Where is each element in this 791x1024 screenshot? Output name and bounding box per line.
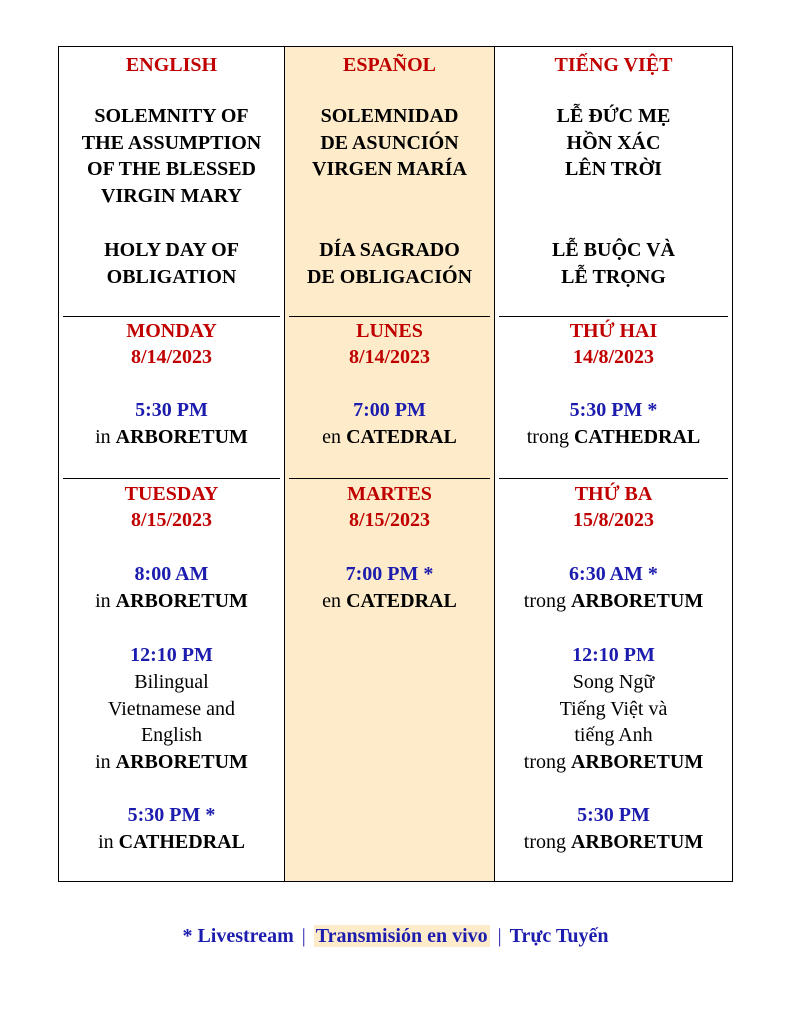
vietnamese-day1: THỨ HAI <box>569 320 658 342</box>
vietnamese-d2-location2 <box>495 749 732 776</box>
prep: in <box>95 751 111 773</box>
place: ARBORETUM <box>570 751 704 773</box>
english-d1-time: 5:30 PM <box>135 399 208 421</box>
livestream-label-en: * Livestream <box>182 925 294 947</box>
english-date1: 8/14/2023 <box>130 346 213 368</box>
prep: in <box>95 590 111 612</box>
place: CATEDRAL <box>346 426 457 448</box>
spanish-day1: LUNES <box>356 320 423 342</box>
place: CATEDRAL <box>346 590 457 612</box>
english-d2-time3: 5:30 PM * <box>127 804 216 826</box>
english-d2-location1 <box>59 588 284 615</box>
english-feast-title: SOLEMNITY OF THE ASSUMPTION OF THE BLESSED VIRGIN MARY <box>81 105 262 207</box>
spanish-d1-location <box>285 424 494 451</box>
english-obligation: HOLY DAY OF OBLIGATION <box>104 239 239 288</box>
place: CATHEDRAL <box>118 831 245 853</box>
spanish-d1-time: 7:00 PM <box>353 399 426 421</box>
livestream-label-es: Transmisión en vivo <box>315 925 488 947</box>
vietnamese-d2-note2: Song Ngữ Tiếng Việt và tiếng Anh <box>559 671 668 746</box>
prep: trong <box>523 831 566 853</box>
vietnamese-d2-time3: 5:30 PM <box>577 804 650 826</box>
vietnamese-date2: 15/8/2023 <box>572 509 655 531</box>
spanish-feast-title: SOLEMNIDAD DE ASUNCIÓN VIRGEN MARÍA <box>312 105 467 180</box>
english-column <box>59 47 285 881</box>
divider <box>499 316 728 317</box>
vietnamese-column <box>495 47 732 881</box>
prep: en <box>322 590 342 612</box>
place: ARBORETUM <box>115 751 248 773</box>
prep: trong <box>526 426 569 448</box>
spanish-obligation: DÍA SAGRADO DE OBLIGACIÓN <box>306 239 473 288</box>
spanish-day2: MARTES <box>347 483 432 505</box>
vietnamese-heading: TIẾNG VIỆT <box>554 54 673 76</box>
spanish-heading: ESPAÑOL <box>343 54 436 76</box>
divider <box>63 316 280 317</box>
prep: en <box>322 426 342 448</box>
vietnamese-d2-location3 <box>495 829 732 856</box>
spanish-date1: 8/14/2023 <box>348 346 431 368</box>
vietnamese-d1-location <box>495 424 732 451</box>
prep: in <box>98 831 114 853</box>
english-d1-location <box>59 424 284 451</box>
separator: | <box>301 925 306 947</box>
vietnamese-date1: 14/8/2023 <box>572 346 655 368</box>
vietnamese-feast-title: LỄ ĐỨC MẸ HỒN XÁC LÊN TRỜI <box>556 105 671 180</box>
livestream-legend <box>0 922 791 950</box>
vietnamese-d2-time2: 12:10 PM <box>572 644 655 666</box>
spanish-column <box>285 47 495 881</box>
divider <box>289 478 490 479</box>
place: CATHEDRAL <box>573 426 701 448</box>
place: ARBORETUM <box>115 426 248 448</box>
spanish-date2: 8/15/2023 <box>348 509 431 531</box>
prep: trong <box>523 590 566 612</box>
english-d2-time2: 12:10 PM <box>130 644 213 666</box>
vietnamese-d2-location1 <box>495 588 732 615</box>
english-d2-location2 <box>59 749 284 776</box>
english-date2: 8/15/2023 <box>130 509 213 531</box>
english-d2-note2: Bilingual Vietnamese and English <box>107 671 236 746</box>
spanish-d2-location1 <box>285 588 494 615</box>
divider <box>499 478 728 479</box>
divider <box>289 316 490 317</box>
english-day1: MONDAY <box>126 320 217 342</box>
english-day2: TUESDAY <box>124 483 219 505</box>
english-heading: ENGLISH <box>125 54 218 76</box>
mass-schedule-table <box>58 46 733 882</box>
vietnamese-obligation: LỄ BUỘC VÀ LỄ TRỌNG <box>552 239 675 288</box>
vietnamese-d2-time1: 6:30 AM * <box>569 563 658 585</box>
place: ARBORETUM <box>115 590 248 612</box>
place: ARBORETUM <box>570 590 704 612</box>
separator: | <box>497 925 502 947</box>
prep: in <box>95 426 111 448</box>
english-d2-time1: 8:00 AM <box>134 563 209 585</box>
vietnamese-day2: THỨ BA <box>574 483 653 505</box>
english-d2-location3 <box>59 829 284 856</box>
vietnamese-d1-time: 5:30 PM * <box>569 399 658 421</box>
prep: trong <box>523 751 566 773</box>
place: ARBORETUM <box>570 831 704 853</box>
livestream-label-vi: Trực Tuyến <box>509 925 609 947</box>
divider <box>63 478 280 479</box>
spanish-d2-time1: 7:00 PM * <box>345 563 434 585</box>
